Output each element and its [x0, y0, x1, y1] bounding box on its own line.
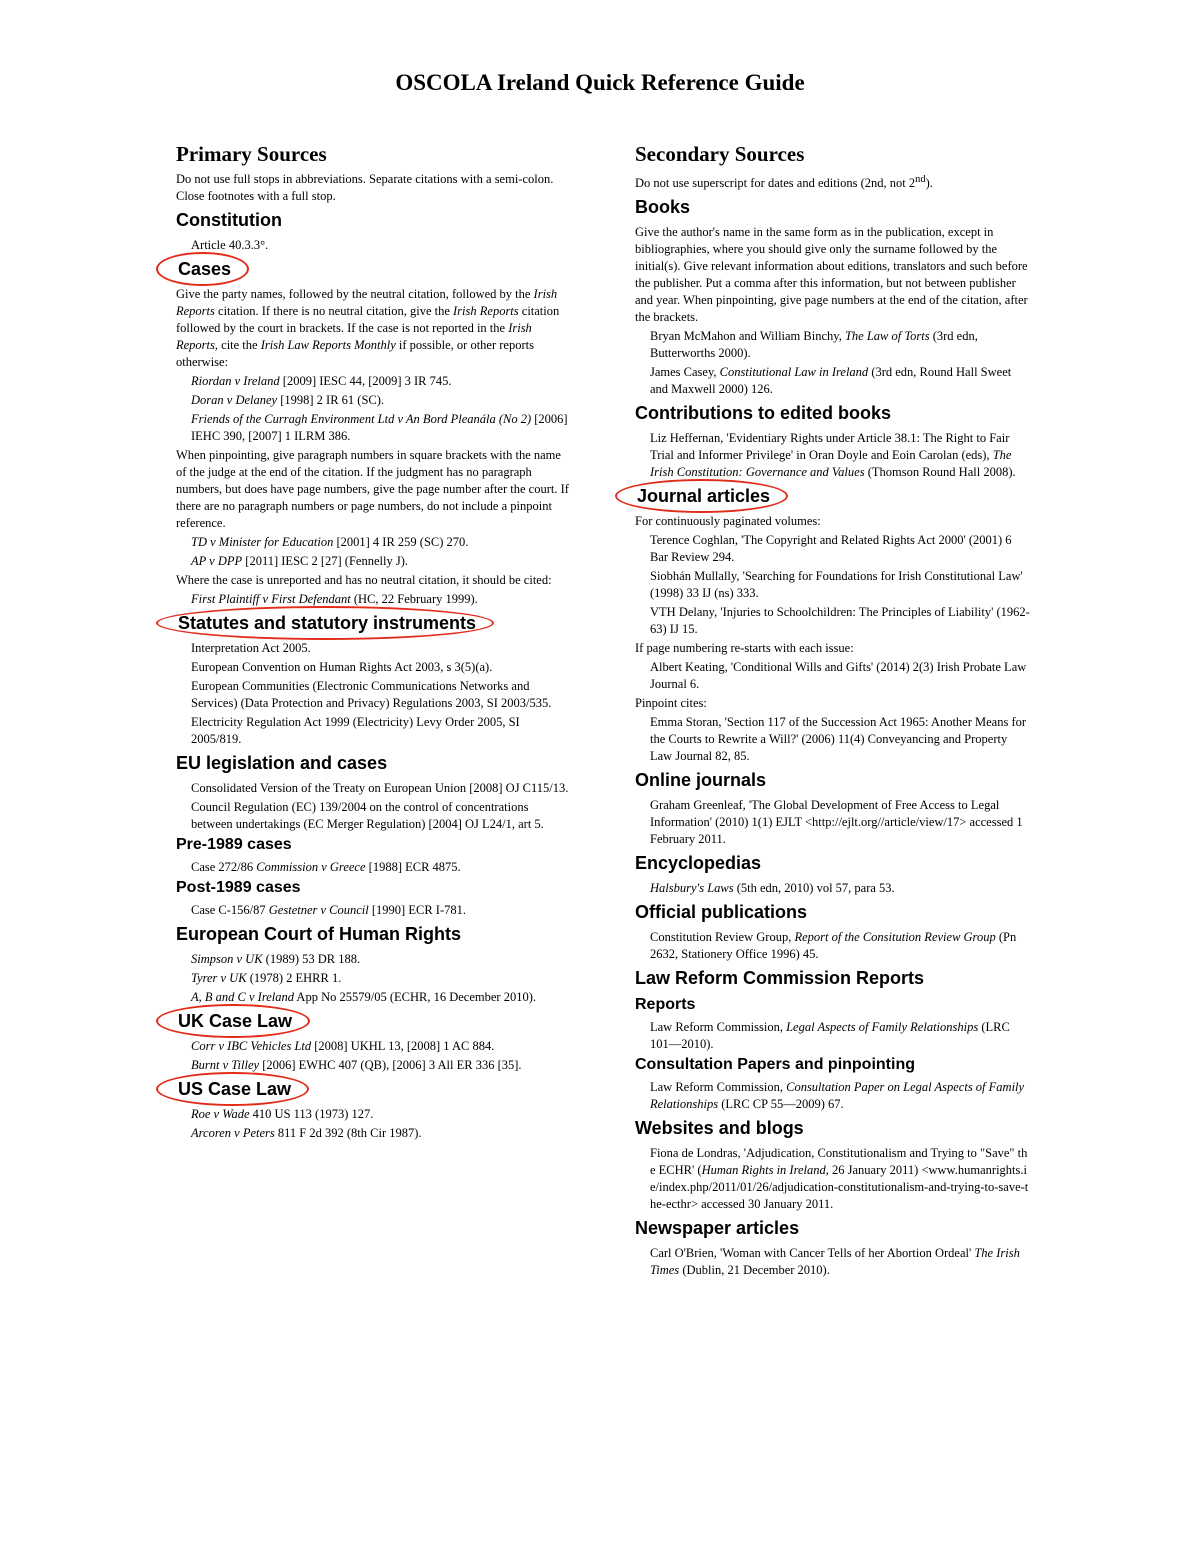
echr-heading: European Court of Human Rights: [176, 924, 461, 944]
eu-heading: EU legislation and cases: [176, 753, 388, 773]
online-journal-example: Graham Greenleaf, 'The Global Development of Free Access to Legal Information' (2010) 1(1) EJLT <http://ejlt.org//article/view/17> accessed 1 February 2011.: [650, 798, 1023, 847]
us-case-law-heading: [176, 1078, 571, 1100]
lrc-example: Law Reform Commission, Consultation Paper on Legal Aspects of Family Relationships (LRC CP 55—2009) 67.: [650, 1080, 1025, 1112]
echr-example: A, B and C v Ireland App No 25579/05 (ECHR, 16 December 2010).: [191, 990, 536, 1004]
eu-example: Consolidated Version of the Treaty on European Union [2008] OJ C115/13.: [191, 781, 569, 795]
post-1989-heading: Post-1989 cases: [176, 879, 301, 896]
journal-example: VTH Delany, 'Injuries to Schoolchildren: The Principles of Liability' (1962-63) IJ 15.: [650, 605, 1030, 637]
statute-example: European Communities (Electronic Communications Networks and Services) (Data Protection and Privacy) Regulations 2003, SI 2003/535.: [191, 679, 552, 710]
uk-case-law-heading: [176, 1010, 571, 1032]
uk-example: Corr v IBC Vehicles Ltd [2008] UKHL 13, [2008] 1 AC 884.: [191, 1039, 495, 1053]
primary-sources-heading: Primary Sources: [176, 142, 327, 166]
website-example: Fiona de Londras, 'Adjudication, Constitutionalism and Trying to "Save" the ECHR' (Human Rights in Ireland, 26 January 2011) <www.humanrights.ie/index.php/2011/01/26/adjudication-constitutionalism-and-trying-to-save-the-ecthr> accessed 30 January 2011.: [650, 1146, 1029, 1212]
journal-example: Albert Keating, 'Conditional Wills and Gifts' (2014) 2(3) Irish Probate Law Journal 6.: [650, 660, 1027, 692]
secondary-sources-column: [635, 142, 1030, 1281]
journal-subheading: Pinpoint cites:: [635, 696, 707, 711]
official-publications-heading: Official publications: [635, 902, 808, 923]
lrc-heading: Law Reform Commission Reports: [635, 968, 925, 989]
us-example: Arcoren v Peters 811 F 2d 392 (8th Cir 1987).: [191, 1126, 422, 1140]
websites-heading: Websites and blogs: [635, 1118, 804, 1139]
cases-heading: [176, 258, 571, 280]
journal-articles-heading-text: Journal articles: [637, 486, 771, 507]
statutes-heading: [176, 612, 571, 634]
statute-example: Electricity Regulation Act 1999 (Electricity) Levy Order 2005, SI 2005/819.: [191, 715, 520, 746]
cases-example: First Plaintiff v First Defendant (HC, 22 February 1999).: [191, 592, 478, 606]
primary-sources-column: [176, 142, 571, 1144]
primary-intro: Do not use full stops in abbreviations. Separate citations with a semi-colon. Close footnotes with a full stop.: [176, 172, 554, 203]
cases-example: Doran v Delaney [1998] 2 IR 61 (SC).: [191, 393, 385, 407]
contributions-heading: Contributions to edited books: [635, 403, 891, 424]
uk-case-law-heading-text: UK Case Law: [178, 1011, 293, 1031]
pre-1989-heading: Pre-1989 cases: [176, 836, 292, 853]
cases-example: Riordan v Ireland [2009] IESC 44, [2009] 3 IR 745.: [191, 374, 452, 388]
cases-example: TD v Minister for Education [2001] 4 IR 259 (SC) 270.: [191, 535, 469, 549]
lrc-reports-heading: Reports: [635, 996, 696, 1014]
us-example: Roe v Wade 410 US 113 (1973) 127.: [191, 1107, 374, 1121]
statute-example: European Convention on Human Rights Act 2003, s 3(5)(a).: [191, 660, 493, 674]
statute-example: Interpretation Act 2005.: [191, 641, 311, 655]
book-example: James Casey, Constitutional Law in Ireland (3rd edn, Round Hall Sweet and Maxwell 2000) 126.: [650, 365, 1012, 397]
encyclopedias-heading: Encyclopedias: [635, 853, 762, 874]
official-publication-example: Constitution Review Group, Report of the Consitution Review Group (Pn 2632, Stationery Office 1996) 45.: [650, 930, 1017, 962]
book-example: Bryan McMahon and William Binchy, The Law of Torts (3rd edn, Butterworths 2000).: [650, 329, 978, 361]
lrc-consultation-heading: Consultation Papers and pinpointing: [635, 1056, 915, 1074]
newspaper-example: Carl O'Brien, 'Woman with Cancer Tells of her Abortion Ordeal' The Irish Times (Dublin, 21 December 2010).: [650, 1246, 1020, 1278]
online-journals-heading: Online journals: [635, 770, 767, 791]
books-description: Give the author's name in the same form as in the publication, except in bibliographies, where you should give only the surname followed by the initial(s). Give relevant information about editions, translators and such before the publisher. Put a comma after this information, but not between publisher and year. When pinpointing, give page numbers at the end of the citation, after the brackets.: [635, 225, 1028, 325]
eu-case-example: Case 272/86 Commission v Greece [1988] ECR 4875.: [191, 860, 461, 874]
statutes-heading-text: Statutes and statutory instruments: [178, 613, 477, 633]
cases-description: Give the party names, followed by the neutral citation, followed by the Irish Reports citation. If there is no neutral citation, give the Irish Reports citation followed by the court in brackets. If the case is not reported in the Irish Reports, cite the Irish Law Reports Monthly if possible, or other reports otherwise:: [176, 287, 560, 369]
books-heading: Books: [635, 197, 691, 218]
constitution-example: Article 40.3.3°.: [191, 238, 269, 252]
journal-subheading: If page numbering re-starts with each issue:: [635, 641, 854, 656]
contribution-example: Liz Heffernan, 'Evidentiary Rights under Article 38.1: The Right to Fair Trial and Informer Privilege' in Oran Doyle and Eoin Carolan (eds), The Irish Constitution: Governance and Values (Thomson Round Hall 2008).: [650, 431, 1016, 480]
uk-example: Burnt v Tilley [2006] EWHC 407 (QB), [2006] 3 All ER 336 [35].: [191, 1058, 522, 1072]
journal-articles-heading: [635, 485, 1030, 507]
lrc-example: Law Reform Commission, Legal Aspects of Family Relationships (LRC 101—2010).: [650, 1020, 1010, 1052]
pinpoint-description: When pinpointing, give paragraph numbers in square brackets with the name of the judge at the end of the citation. If the judgment has no paragraph numbers, but does have page numbers, give the page number after the court. If there are no paragraph numbers or page numbers, do not include a pinpoint reference.: [176, 448, 569, 530]
journal-example: Terence Coghlan, 'The Copyright and Related Rights Act 2000' (2001) 6 Bar Review 294.: [650, 533, 1012, 565]
newspaper-heading: Newspaper articles: [635, 1218, 800, 1239]
encyclopedia-example: Halsbury's Laws (5th edn, 2010) vol 57, para 53.: [650, 881, 895, 896]
cases-example: AP v DPP [2011] IESC 2 [27] (Fennelly J).: [191, 554, 408, 568]
echr-example: Tyrer v UK (1978) 2 EHRR 1.: [191, 971, 342, 985]
secondary-intro: Do not use superscript for dates and editions (2nd, not 2nd).: [635, 174, 933, 191]
unreported-description: Where the case is unreported and has no neutral citation, it should be cited:: [176, 573, 552, 587]
secondary-sources-heading: Secondary Sources: [635, 142, 805, 166]
echr-example: Simpson v UK (1989) 53 DR 188.: [191, 952, 361, 966]
journal-example: Emma Storan, 'Section 117 of the Succession Act 1965: Another Means for the Courts to Rewrite a Will?' (2006) 11(4) Conveyancing and Property Law Journal 82, 85.: [650, 715, 1027, 764]
cases-heading-text: Cases: [178, 259, 232, 279]
constitution-heading: Constitution: [176, 210, 282, 230]
us-case-law-heading-text: US Case Law: [178, 1079, 292, 1099]
journal-subheading: For continuously paginated volumes:: [635, 514, 821, 529]
journal-example: Siobhán Mullally, 'Searching for Foundations for Irish Constitutional Law' (1998) 33 IJ (ns) 333.: [650, 569, 1023, 601]
page-title: OSCOLA Ireland Quick Reference Guide: [395, 70, 805, 95]
eu-example: Council Regulation (EC) 139/2004 on the control of concentrations between undertakings (EC Merger Regulation) [2004] OJ L24/1, art 5.: [191, 800, 544, 831]
cases-example: Friends of the Curragh Environment Ltd v An Bord Pleanála (No 2) [2006] IEHC 390, [2007] 1 ILRM 386.: [191, 412, 568, 443]
eu-case-example: Case C-156/87 Gestetner v Council [1990] ECR I-781.: [191, 903, 466, 917]
